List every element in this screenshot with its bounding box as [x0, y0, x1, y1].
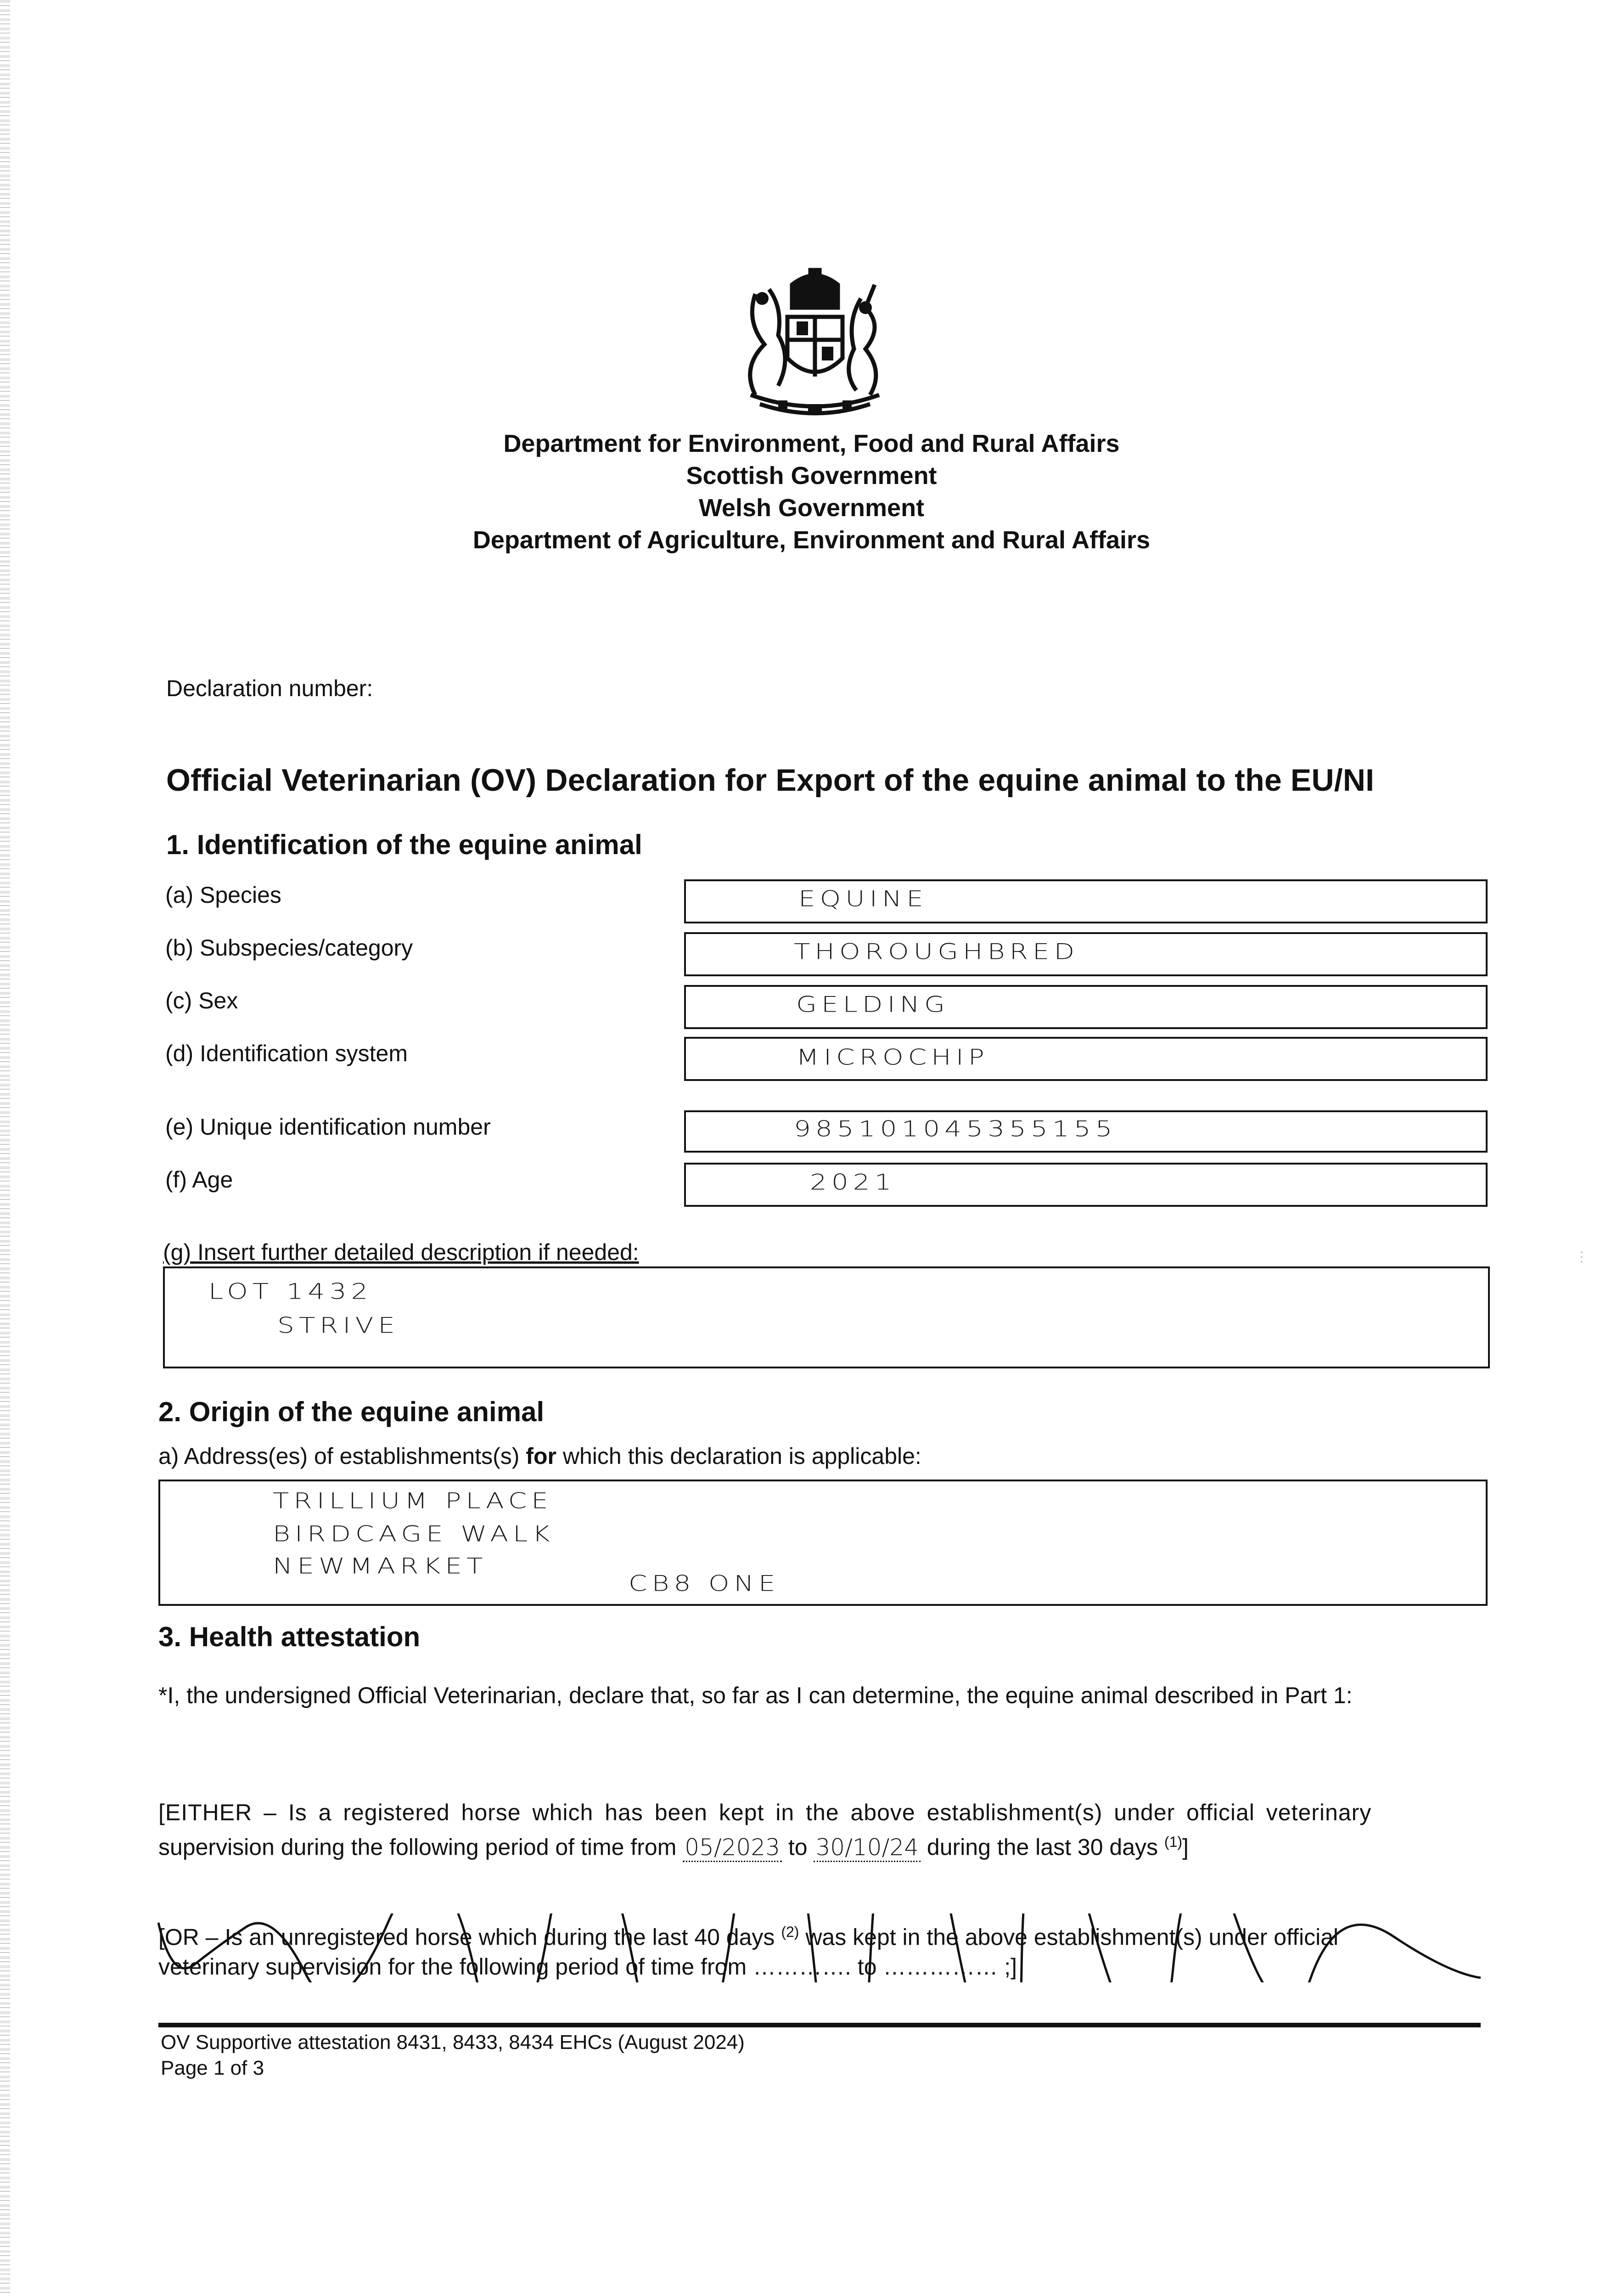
royal-coat-of-arms-icon — [728, 266, 902, 418]
species-label: (a) Species — [165, 882, 281, 908]
further-description-label: (g) Insert further detailed description if needed: — [163, 1239, 639, 1265]
or-clause — [158, 1917, 1481, 1981]
scan-edge-artifact — [0, 0, 10, 2296]
address-label-text: a) Address(es) of establishments(s) — [158, 1443, 526, 1469]
postcode: CB8 ONE — [629, 1570, 780, 1596]
address-line: BIRDCAGE WALK — [273, 1521, 555, 1547]
address-label — [158, 1443, 921, 1469]
footer-reference: OV Supportive attestation 8431, 8433, 8434 EHCs (August 2024) — [161, 2031, 745, 2054]
scan-speck: ⋮ — [1575, 1249, 1589, 1265]
identification-system-label: (d) Identification system — [165, 1041, 408, 1066]
department-name: Scottish Government — [686, 462, 937, 490]
either-to-date[interactable]: 30/10/24 — [814, 1834, 921, 1862]
further-description-line: LOT 1432 — [208, 1278, 373, 1304]
further-description-line: STRIVE — [277, 1312, 399, 1338]
unique-id-label: (e) Unique identification number — [165, 1114, 491, 1140]
identification-system-value: MICROCHIP — [796, 1044, 989, 1070]
either-clause-line-2 — [158, 1827, 1481, 1862]
further-description-field[interactable] — [163, 1266, 1490, 1368]
section-3-heading: 3. Health attestation — [158, 1621, 421, 1652]
identification-system-field[interactable] — [684, 1037, 1488, 1081]
or-text: was kept in the above establishment(s) under official — [799, 1924, 1339, 1950]
section-1-heading: 1. Identification of the equine animal — [166, 829, 642, 860]
age-field[interactable] — [684, 1163, 1488, 1207]
subspecies-value: THOROUGHBRED — [794, 939, 1079, 964]
address-field[interactable] — [158, 1480, 1488, 1606]
page-title: Official Veterinarian (OV) Declaration for Export of the equine animal to the EU/NI — [166, 763, 1375, 798]
subspecies-field[interactable] — [684, 932, 1488, 976]
section-2-heading: 2. Origin of the equine animal — [158, 1396, 545, 1427]
unique-id-value: 985101045355155 — [794, 1116, 1117, 1142]
department-name: Welsh Government — [698, 494, 925, 522]
species-value: EQUINE — [798, 886, 928, 912]
sex-value: GELDING — [796, 991, 950, 1017]
declaration-number-label: Declaration number: — [166, 675, 373, 701]
sex-label: (c) Sex — [165, 988, 238, 1013]
either-clause-line-1: [EITHER – Is a registered horse which has been kept in the above establishment(s) under official veterinary — [158, 1800, 1372, 1825]
address-label-bold: for — [526, 1443, 556, 1469]
or-text: [OR – Is an unregistered horse which during the last 40 days — [158, 1924, 781, 1950]
department-name: Department for Environment, Food and Rural Affairs — [503, 430, 1120, 457]
either-text: to — [781, 1834, 814, 1860]
footnote-ref: (1) — [1164, 1834, 1183, 1850]
footer-divider — [158, 2023, 1481, 2027]
species-field[interactable] — [684, 879, 1488, 923]
footnote-ref: (2) — [781, 1924, 799, 1940]
either-text: ] — [1182, 1834, 1189, 1860]
address-line: NEWMARKET — [273, 1553, 488, 1579]
age-label: (f) Age — [165, 1167, 233, 1193]
either-text: during the last 30 days — [921, 1834, 1164, 1860]
either-text: supervision during the following period of time from — [158, 1834, 683, 1860]
footer — [161, 2030, 745, 2081]
address-label-text: which this declaration is applicable: — [556, 1443, 921, 1469]
or-clause-line-2: veterinary supervision for the following period of time from …………. to …………… ;] — [158, 1953, 1017, 1980]
declaration-number-value[interactable] — [404, 675, 817, 703]
department-name: Department of Agriculture, Environment and Rural Affairs — [472, 526, 1151, 554]
age-value: 2021 — [810, 1169, 896, 1195]
subspecies-label: (b) Subspecies/category — [165, 935, 413, 961]
attestation-intro: *I, the undersigned Official Veterinarian, declare that, so far as I can determine, the equine animal described in Part 1: — [158, 1683, 1353, 1708]
page-number: Page 1 of 3 — [161, 2057, 264, 2079]
strikethrough-scribble-icon — [154, 1913, 1485, 1982]
address-line: TRILLIUM PLACE — [273, 1488, 553, 1514]
sex-field[interactable] — [684, 985, 1488, 1029]
unique-id-field[interactable] — [684, 1110, 1488, 1153]
either-clause — [158, 1798, 1481, 1862]
either-from-date[interactable]: 05/2023 — [683, 1834, 782, 1862]
